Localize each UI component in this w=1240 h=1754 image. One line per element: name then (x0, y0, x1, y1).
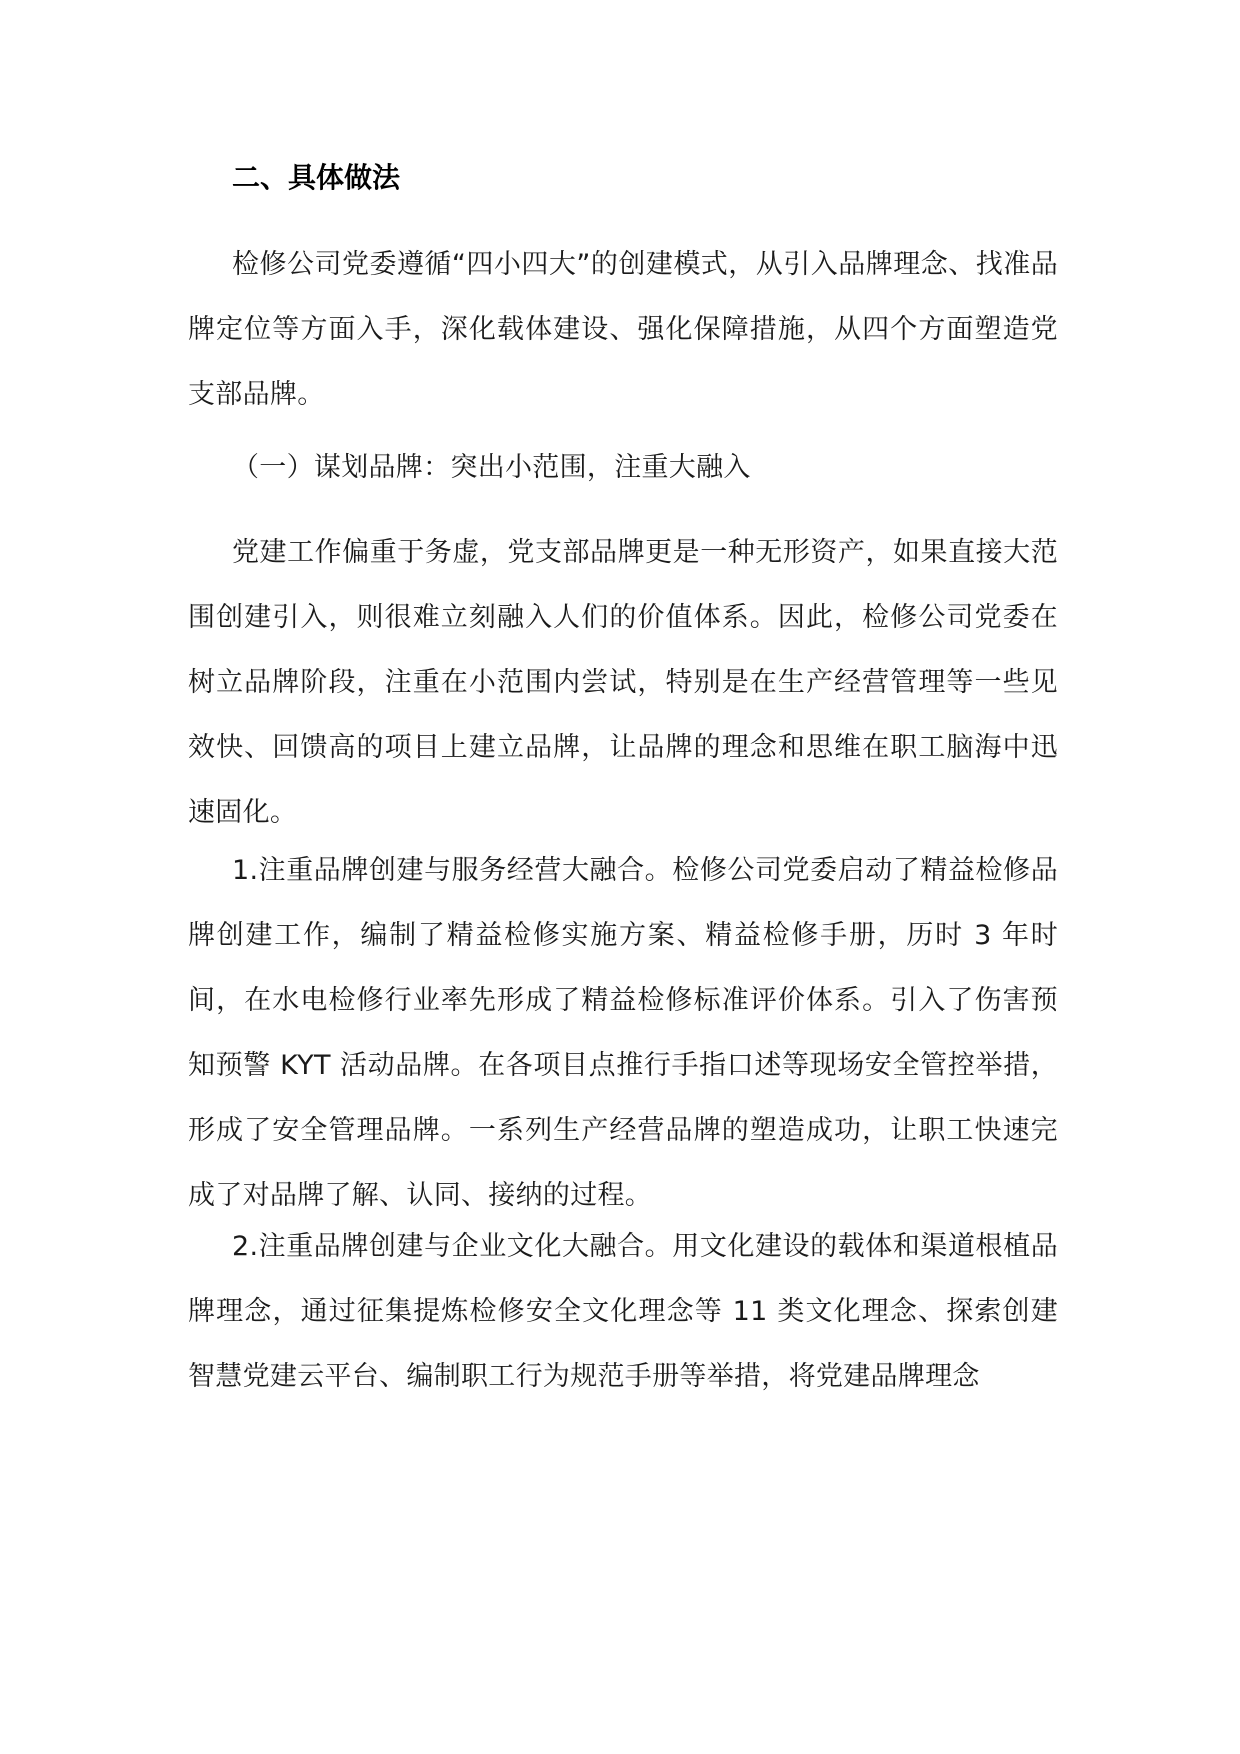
body-paragraph: 党建工作偏重于务虚，党支部品牌更是一种无形资产，如果直接大范围创建引入，则很难立刻融入人们的价值体系。因此，检修公司党委在树立品牌阶段，注重在小范围内尝试，特别是在生产经营管理等一些见效快、回馈高的项目上建立品牌，让品牌的理念和思维在职工脑海中迅速固化。 (188, 537, 1058, 828)
intro-paragraph: 检修公司党委遵循“四小四大”的创建模式，从引入品牌理念、找准品牌定位等方面入手，深化载体建设、强化保障措施，从四个方面塑造党支部品牌。 (188, 249, 1058, 410)
body-paragraph: 1.注重品牌创建与服务经营大融合。检修公司党委启动了精益检修品牌创建工作，编制了精益检修实施方案、精益检修手册，历时 3 年时间，在水电检修行业率先形成了精益检修标准评价体系。引入了伤害预知预警 KYT 活动品牌。在各项目点推行手指口述等现场安全管控举措，形成了安全管理品牌。一系列生产经营品牌的塑造成功，让职工快速完成了对品牌了解、认同、接纳的过程。 (188, 855, 1058, 1211)
subsection-heading: （一）谋划品牌：突出小范围，注重大融入 (232, 452, 751, 483)
body-paragraph: 2.注重品牌创建与企业文化大融合。用文化建设的载体和渠道根植品牌理念，通过征集提炼检修安全文化理念等 11 类文化理念、探索创建智慧党建云平台、编制职工行为规范手册等举措，将党建品牌理念 (188, 1231, 1058, 1392)
section-heading: 二、具体做法 (232, 161, 401, 194)
